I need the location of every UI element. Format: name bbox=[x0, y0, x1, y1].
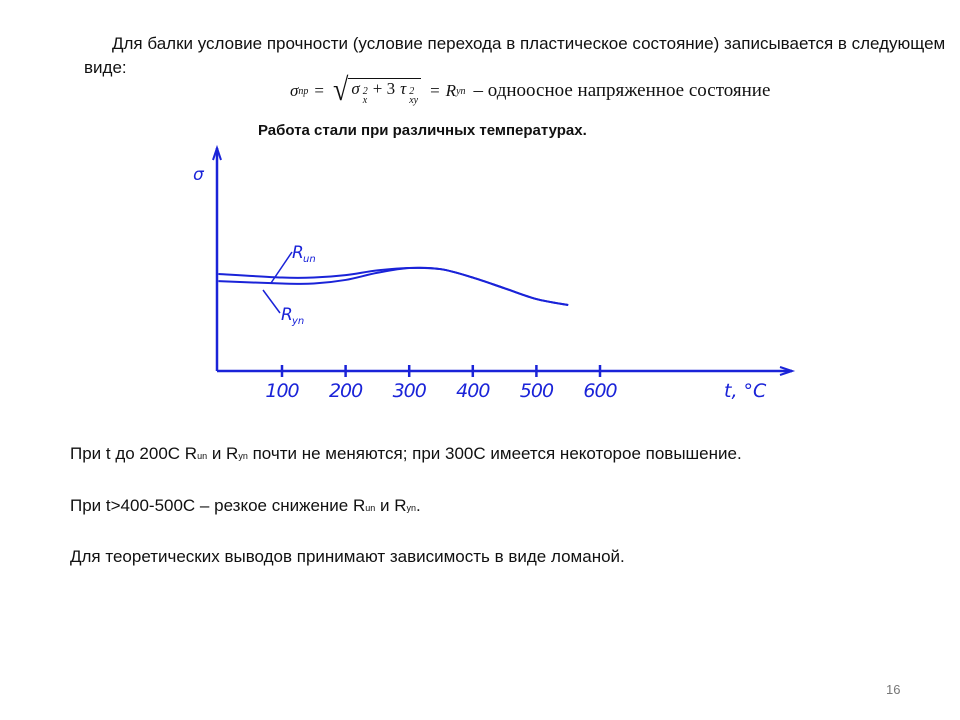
p1-text-e: почти не меняются; при 300С имеется некоторое повышение. bbox=[247, 444, 742, 463]
term2-sup: 2 bbox=[409, 85, 415, 97]
equals-sign-2: = bbox=[430, 81, 440, 100]
r-subscript: yn bbox=[456, 85, 466, 97]
paragraph-1 bbox=[70, 444, 742, 464]
chart-title: Работа стали при различных температурах. bbox=[258, 122, 587, 139]
p2-text-c: и R bbox=[375, 496, 407, 515]
label-r-un-sub: un bbox=[303, 254, 316, 265]
x-tick-label: 100 bbox=[265, 380, 299, 402]
y-axis-label: σ bbox=[193, 165, 204, 185]
term1-sub: x bbox=[362, 94, 368, 106]
x-tick-label: 300 bbox=[392, 380, 426, 402]
p2-sub-yn: yn bbox=[406, 503, 417, 513]
x-tick-label: 600 bbox=[583, 380, 617, 402]
intro-text: Для балки условие прочности (условие перехода в пластическое состояние) записывается в следующем виде: bbox=[84, 34, 946, 77]
equals-sign: = bbox=[314, 81, 324, 100]
label-r-yn-sub: yn bbox=[292, 316, 305, 327]
sigma-symbol: σ bbox=[290, 81, 299, 100]
term2-sub: xy bbox=[409, 94, 419, 106]
x-tick-label: 400 bbox=[456, 380, 490, 402]
p1-sub-yn: yn bbox=[238, 451, 248, 461]
p1-text-a: При t до 200С R bbox=[70, 444, 198, 463]
label-r-yn: R bbox=[281, 305, 293, 325]
p1-sub-un: un bbox=[197, 451, 208, 461]
term1-sup: 2 bbox=[362, 85, 368, 97]
plus-three: + 3 bbox=[372, 78, 396, 98]
term2-symbol: τ bbox=[400, 78, 407, 98]
sigma-subscript: пр bbox=[298, 85, 309, 97]
p2-text-a: При t>400-500С – резкое снижение R bbox=[70, 496, 366, 515]
x-tick-label: 500 bbox=[519, 380, 554, 402]
p2-sub-un: un bbox=[365, 503, 376, 513]
term1-symbol: σ bbox=[351, 78, 360, 98]
leader-line-yn bbox=[263, 290, 280, 313]
p2-text-e: . bbox=[416, 496, 421, 515]
x-axis-label: t, °C bbox=[724, 380, 767, 402]
formula-description: – одноосное напряженное состояние bbox=[473, 80, 771, 101]
r-symbol: R bbox=[445, 81, 457, 100]
radical-sign-icon: √ bbox=[332, 72, 349, 109]
paragraph-3: Для теоретических выводов принимают зависимость в виде ломаной. bbox=[70, 547, 625, 566]
page-number: 16 bbox=[886, 682, 901, 697]
x-tick-label: 200 bbox=[328, 380, 363, 402]
label-r-un: R bbox=[292, 243, 304, 263]
p1-text-c: и R bbox=[207, 444, 239, 463]
paragraph-2 bbox=[70, 496, 421, 516]
